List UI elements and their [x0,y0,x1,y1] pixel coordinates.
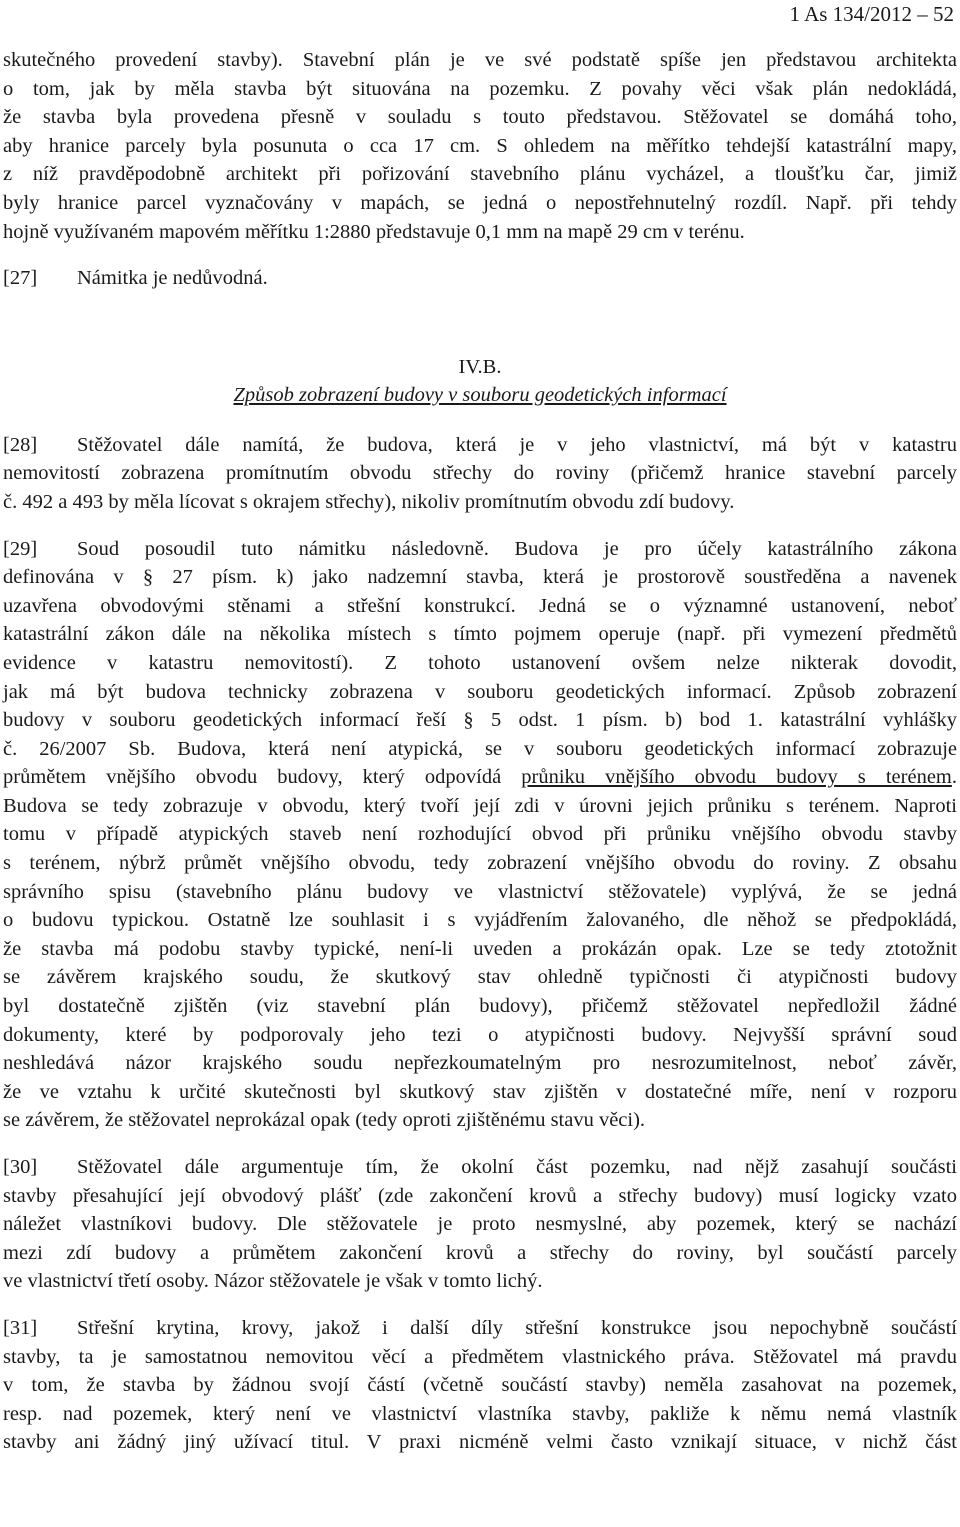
text-fragment: průmětem vnějšího obvodu budovy, který odpovídá [3,766,522,789]
paragraph-number: [31] [3,1316,38,1339]
text-fragment: 5 odst. 1 písm. b) bod 1. katastrální vyhlášky [490,709,957,732]
text-line: správního spisu (stavebního plánu budovy ve vlastnictví stěžovatele) vyplývá, že se jedná [3,880,957,903]
text-line: Stěžovatel dále argumentuje tím, že okolní část pozemku, nad nějž zasahují součásti [77,1156,957,1178]
text-line: stavby, ta je samostatnou nemovitou věcí a předmětem vlastnického práva. Stěžovatel má pravdu [3,1345,957,1368]
text-line: Budova se tedy zobrazuje v obvodu, který tvoří její zdi v úrovni jejich průniku s terénem. Naproti [3,794,957,817]
text-line: stavby ani žádný jiný užívací titul. V praxi nicméně velmi často vznikají situace, v nichž část [3,1431,957,1454]
paragraph-28 [3,431,957,517]
text-fragment: . [951,766,957,789]
text-line: se závěrem, že stěžovatel neprokázal opak (tedy oproti zjištěnému stavu věci). [3,1109,646,1132]
paragraph-number: [27] [3,267,38,290]
section-sign: § [463,709,474,732]
section-sign: § [142,566,154,589]
paragraph-number: [29] [3,537,38,560]
text-line: katastrální zákon dále na několika místech s tímto pojmem operuje (např. při vymezení předmětů [3,623,957,646]
text-line: dokumenty, které by podporovaly jeho tezi o atypičnosti budovy. Nejvyšší správní soud [3,1023,957,1046]
text-line: v tom, že stavba by žádnou svojí částí (včetně součástí stavby) neměla zasahovat na pozemek, [3,1374,957,1397]
text-line: že stavba byla provedena přesně v souladu s touto představou. Stěžovatel se domáhá toho, [3,106,957,129]
text-line: náležet vlastníkovi budovy. Dle stěžovatele je proto nesmyslné, aby pozemek, který se nachází [3,1213,957,1236]
intro-paragraph [3,46,957,246]
text-fragment: definována v [3,566,143,589]
text-line: o tom, jak by měla stavba být situována na pozemku. Z povahy věci však plán nedokládá, [3,77,957,100]
text-line: byly hranice parcel vyznačovány v mapách, se jedná o nepostřehnutelný rozdíl. Např. při tehdy [3,191,957,214]
paragraph-number: [28] [3,433,38,456]
text-line: resp. nad pozemek, který není ve vlastnictví vlastníka stavby, pakliže k němu nemá vlastník [3,1402,957,1425]
text-line: ve vlastnictví třetí osoby. Názor stěžovatele je však v tomto lichý. [3,1270,543,1293]
paragraph-31 [3,1314,957,1457]
text-line: aby hranice parcely byla posunuta o cca 17 cm. S ohledem na měřítko tehdejší katastrální mapy, [3,134,957,157]
case-reference: 1 As 134/2012 – 52 [789,2,954,26]
text-line: č. 492 a 493 by měla lícovat s okrajem střechy), nikoliv promítnutím obvodu zdí budovy. [3,490,735,513]
text-line: stavby přesahující její obvodový plášť (zde zakončení krovů a střechy budovy) musí logicky vzato [3,1184,957,1207]
text-line: jak má být budova technicky zobrazena v souboru geodetických informací. Způsob zobrazení [3,680,957,703]
text-line: s terénem, nýbrž průmět vnějšího obvodu, tedy zobrazení vnějšího obvodu do roviny. Z obsahu [3,852,957,875]
document-body [3,46,957,1457]
text-line: že stavba má podobu stavby typické, není-li uveden a prokázán opak. Lze se tedy ztotožnit [3,937,957,960]
text-line: že ve vztahu k určité skutečnosti byl skutkový stav zjištěn v dostatečné míře, není v rozporu [3,1080,957,1103]
text-line: Střešní krytina, krovy, jakož i další díly střešní konstrukce jsou nepochybně součástí [77,1316,957,1339]
underlined-text: průniku vnějšího obvodu budovy s terénem [521,766,952,789]
text-line: uzavřena obvodovými stěnami a střešní konstrukcí. Jedná se o významné ustanovení, neboť [3,594,957,617]
section-title: Způsob zobrazení budovy v souboru geodetických informací [233,383,727,406]
paragraph-30 [3,1153,957,1296]
text-line: o budovu typickou. Ostatně lze souhlasit i s vyjádřením žalovaného, dle něhož se předpokládá, [3,909,957,932]
paragraph-29 [3,535,957,1135]
text-line: hojně využívaném mapovém měřítku 1:2880 představuje 0,1 mm na mapě 29 cm v terénu. [3,220,745,243]
text-line: se závěrem krajského soudu, že skutkový stav ohledně typičnosti či atypičnosti budovy [3,966,957,989]
text-fragment: 27 písm. k) jako nadzemní stavba, která je prostorově soustředěna a navenek [172,566,957,589]
section-number: IV.B. [458,355,502,378]
text-line: neshledává názor krajského soudu nepřezkoumatelným pro nesrozumitelnost, neboť závěr, [3,1052,957,1075]
text-line: č. 26/2007 Sb. Budova, která není atypická, se v souboru geodetických informací zobrazuje [3,737,957,760]
text-line: skutečného provedení stavby). Stavební plán je ve své podstatě spíše jen představou architekta [3,49,957,71]
text-line: byl dostatečně zjištěn (viz stavební plán budovy), přičemž stěžovatel nepředložil žádné [3,995,957,1018]
text-line: z níž pravděpodobně architekt při pořizování stavebního plánu vycházel, a tloušťku čar, jimiž [3,163,957,186]
paragraph-text: Námitka je nedůvodná. [77,267,268,290]
text-line: Soud posoudil tuto námitku následovně. Budova je pro účely katastrálního zákona [77,537,957,560]
text-line: evidence v katastru nemovitostí). Z tohoto ustanovení ovšem nelze nikterak dovodit, [3,651,957,674]
text-fragment: budovy v souboru geodetických informací řeší [3,709,464,732]
text-line: tomu v případě atypických staveb není rozhodující obvod při průniku vnějšího obvodu stavby [3,823,957,846]
paragraph-number: [30] [3,1156,38,1178]
text-line: mezi zdí budovy a průmětem zakončení krovů a střechy do roviny, byl součástí parcely [3,1241,957,1264]
paragraph-27 [3,264,957,293]
text-line: nemovitostí zobrazena promítnutím obvodu střechy do roviny (přičemž hranice stavební parcely [3,462,957,485]
text-line: Stěžovatel dále namítá, že budova, která je v jeho vlastnictví, má být v katastru [77,433,957,456]
